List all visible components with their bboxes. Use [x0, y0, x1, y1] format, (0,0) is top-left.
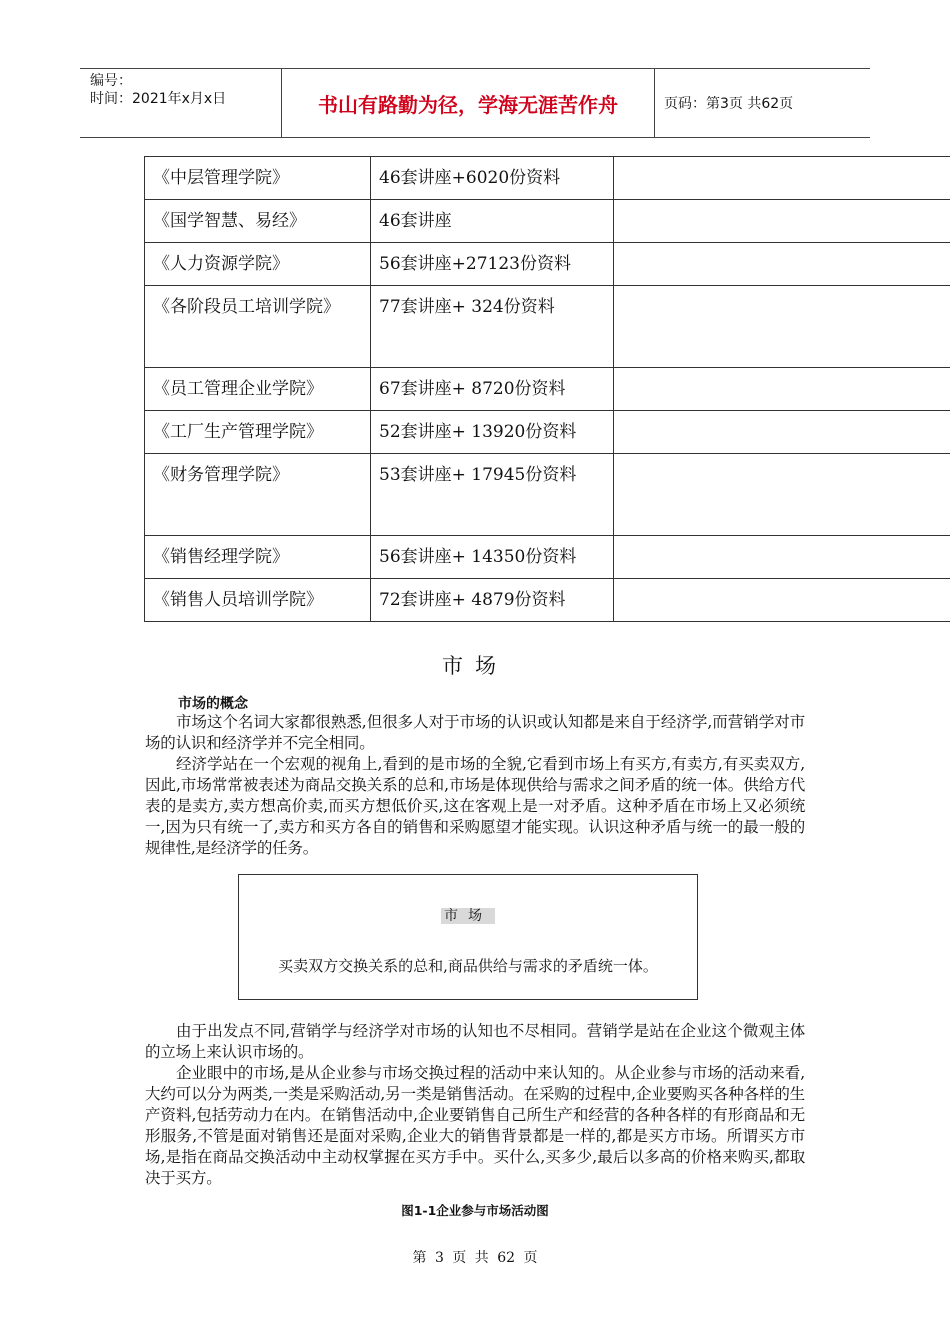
table-cell-name: 《中层管理学院》: [145, 157, 371, 200]
table-row: [145, 411, 950, 454]
table-row: [145, 157, 950, 200]
definition-box-text: 买卖双方交换关系的总和,商品供给与需求的矛盾统一体。: [278, 957, 658, 975]
number-label: 编号：: [90, 73, 132, 89]
figure-caption: 图1-1企业参与市场活动图: [401, 1203, 549, 1218]
table-cell-extra: [614, 536, 950, 579]
catalog-table-body: [145, 157, 950, 622]
table-cell-name: 《各阶段员工培训学院》: [145, 286, 371, 368]
page-footer: 第 3 页 共 62 页: [412, 1250, 538, 1266]
definition-box-title: 市场: [441, 908, 495, 924]
table-cell-name: 《国学智慧、易经》: [145, 200, 371, 243]
table-cell-name: 《工厂生产管理学院》: [145, 411, 371, 454]
table-cell-extra: [614, 157, 950, 200]
table-row: [145, 368, 950, 411]
table-cell-extra: [614, 286, 950, 368]
table-cell-name: 《员工管理企业学院》: [145, 368, 371, 411]
table-cell-extra: [614, 243, 950, 286]
table-cell-content: 77套讲座+ 324份资料: [371, 286, 614, 368]
table-cell-content: 52套讲座+ 13920份资料: [371, 411, 614, 454]
time-label: 时间：2021年x月x日: [90, 91, 227, 107]
header-motto: 书山有路勤为径，学海无涯苦作舟: [282, 69, 655, 137]
table-row: [145, 454, 950, 536]
table-cell-content: 67套讲座+ 8720份资料: [371, 368, 614, 411]
table-cell-extra: [614, 200, 950, 243]
paragraph-3: 由于出发点不同,营销学与经济学对市场的认知也不尽相同。营销学是站在企业这个微观主体的立场上来认识市场的。: [145, 1022, 805, 1061]
table-cell-extra: [614, 411, 950, 454]
table-row: [145, 536, 950, 579]
table-row: [145, 200, 950, 243]
table-cell-content: 46套讲座+6020份资料: [371, 157, 614, 200]
table-cell-content: 72套讲座+ 4879份资料: [371, 579, 614, 622]
table-cell-name: 《销售经理学院》: [145, 536, 371, 579]
table-cell-content: 46套讲座: [371, 200, 614, 243]
paragraph-2: 经济学站在一个宏观的视角上,看到的是市场的全貌,它看到市场上有买方,有卖方,有买卖双方,因此,市场常常被表述为商品交换关系的总和,市场是体现供给与需求之间矛盾的统一体。供给方代表的是卖方,卖方想高价卖,而买方想低价买,这在客观上是一对矛盾。这种矛盾在市场上又必须统一,因为只有统一了,卖方和买方各自的销售和采购愿望才能实现。认识这种矛盾与统一的最一般的规律性,是经济学的任务。: [145, 755, 805, 857]
paragraph-4: 企业眼中的市场,是从企业参与市场交换过程的活动中来认知的。从企业参与市场的活动来看,大约可以分为两类,一类是采购活动,另一类是销售活动。在采购的过程中,企业要购买各种各样的生产资料,包括劳动力在内。在销售活动中,企业要销售自己所生产和经营的各种各样的有形商品和无形服务,不管是面对销售还是面对采购,企业大的销售背景都是一样的,都是买方市场。所谓买方市场,是指在商品交换活动中主动权掌握在买方手中。买什么,买多少,最后以多高的价格来购买,都取决于买方。: [145, 1064, 805, 1187]
table-cell-content: 56套讲座+27123份资料: [371, 243, 614, 286]
table-cell-name: 《财务管理学院》: [145, 454, 371, 536]
header-page-code: 页码：第3页 共62页: [664, 96, 794, 112]
table-cell-content: 56套讲座+ 14350份资料: [371, 536, 614, 579]
catalog-table: [144, 156, 950, 622]
table-cell-name: 《人力资源学院》: [145, 243, 371, 286]
section-subtitle: 市场的概念: [178, 696, 248, 712]
table-cell-name: 《销售人员培训学院》: [145, 579, 371, 622]
page-header: [80, 68, 870, 138]
table-cell-extra: [614, 454, 950, 536]
table-row: [145, 286, 950, 368]
paragraph-1: 市场这个名词大家都很熟悉,但很多人对于市场的认识或认知都是来自于经济学,而营销学对市场的认识和经济学并不完全相同。: [145, 713, 805, 752]
table-row: [145, 579, 950, 622]
header-meta: [80, 69, 282, 137]
table-cell-extra: [614, 579, 950, 622]
table-cell-extra: [614, 368, 950, 411]
table-cell-content: 53套讲座+ 17945份资料: [371, 454, 614, 536]
definition-box: [238, 874, 698, 1000]
section-title: 市场: [442, 654, 508, 678]
table-row: [145, 243, 950, 286]
